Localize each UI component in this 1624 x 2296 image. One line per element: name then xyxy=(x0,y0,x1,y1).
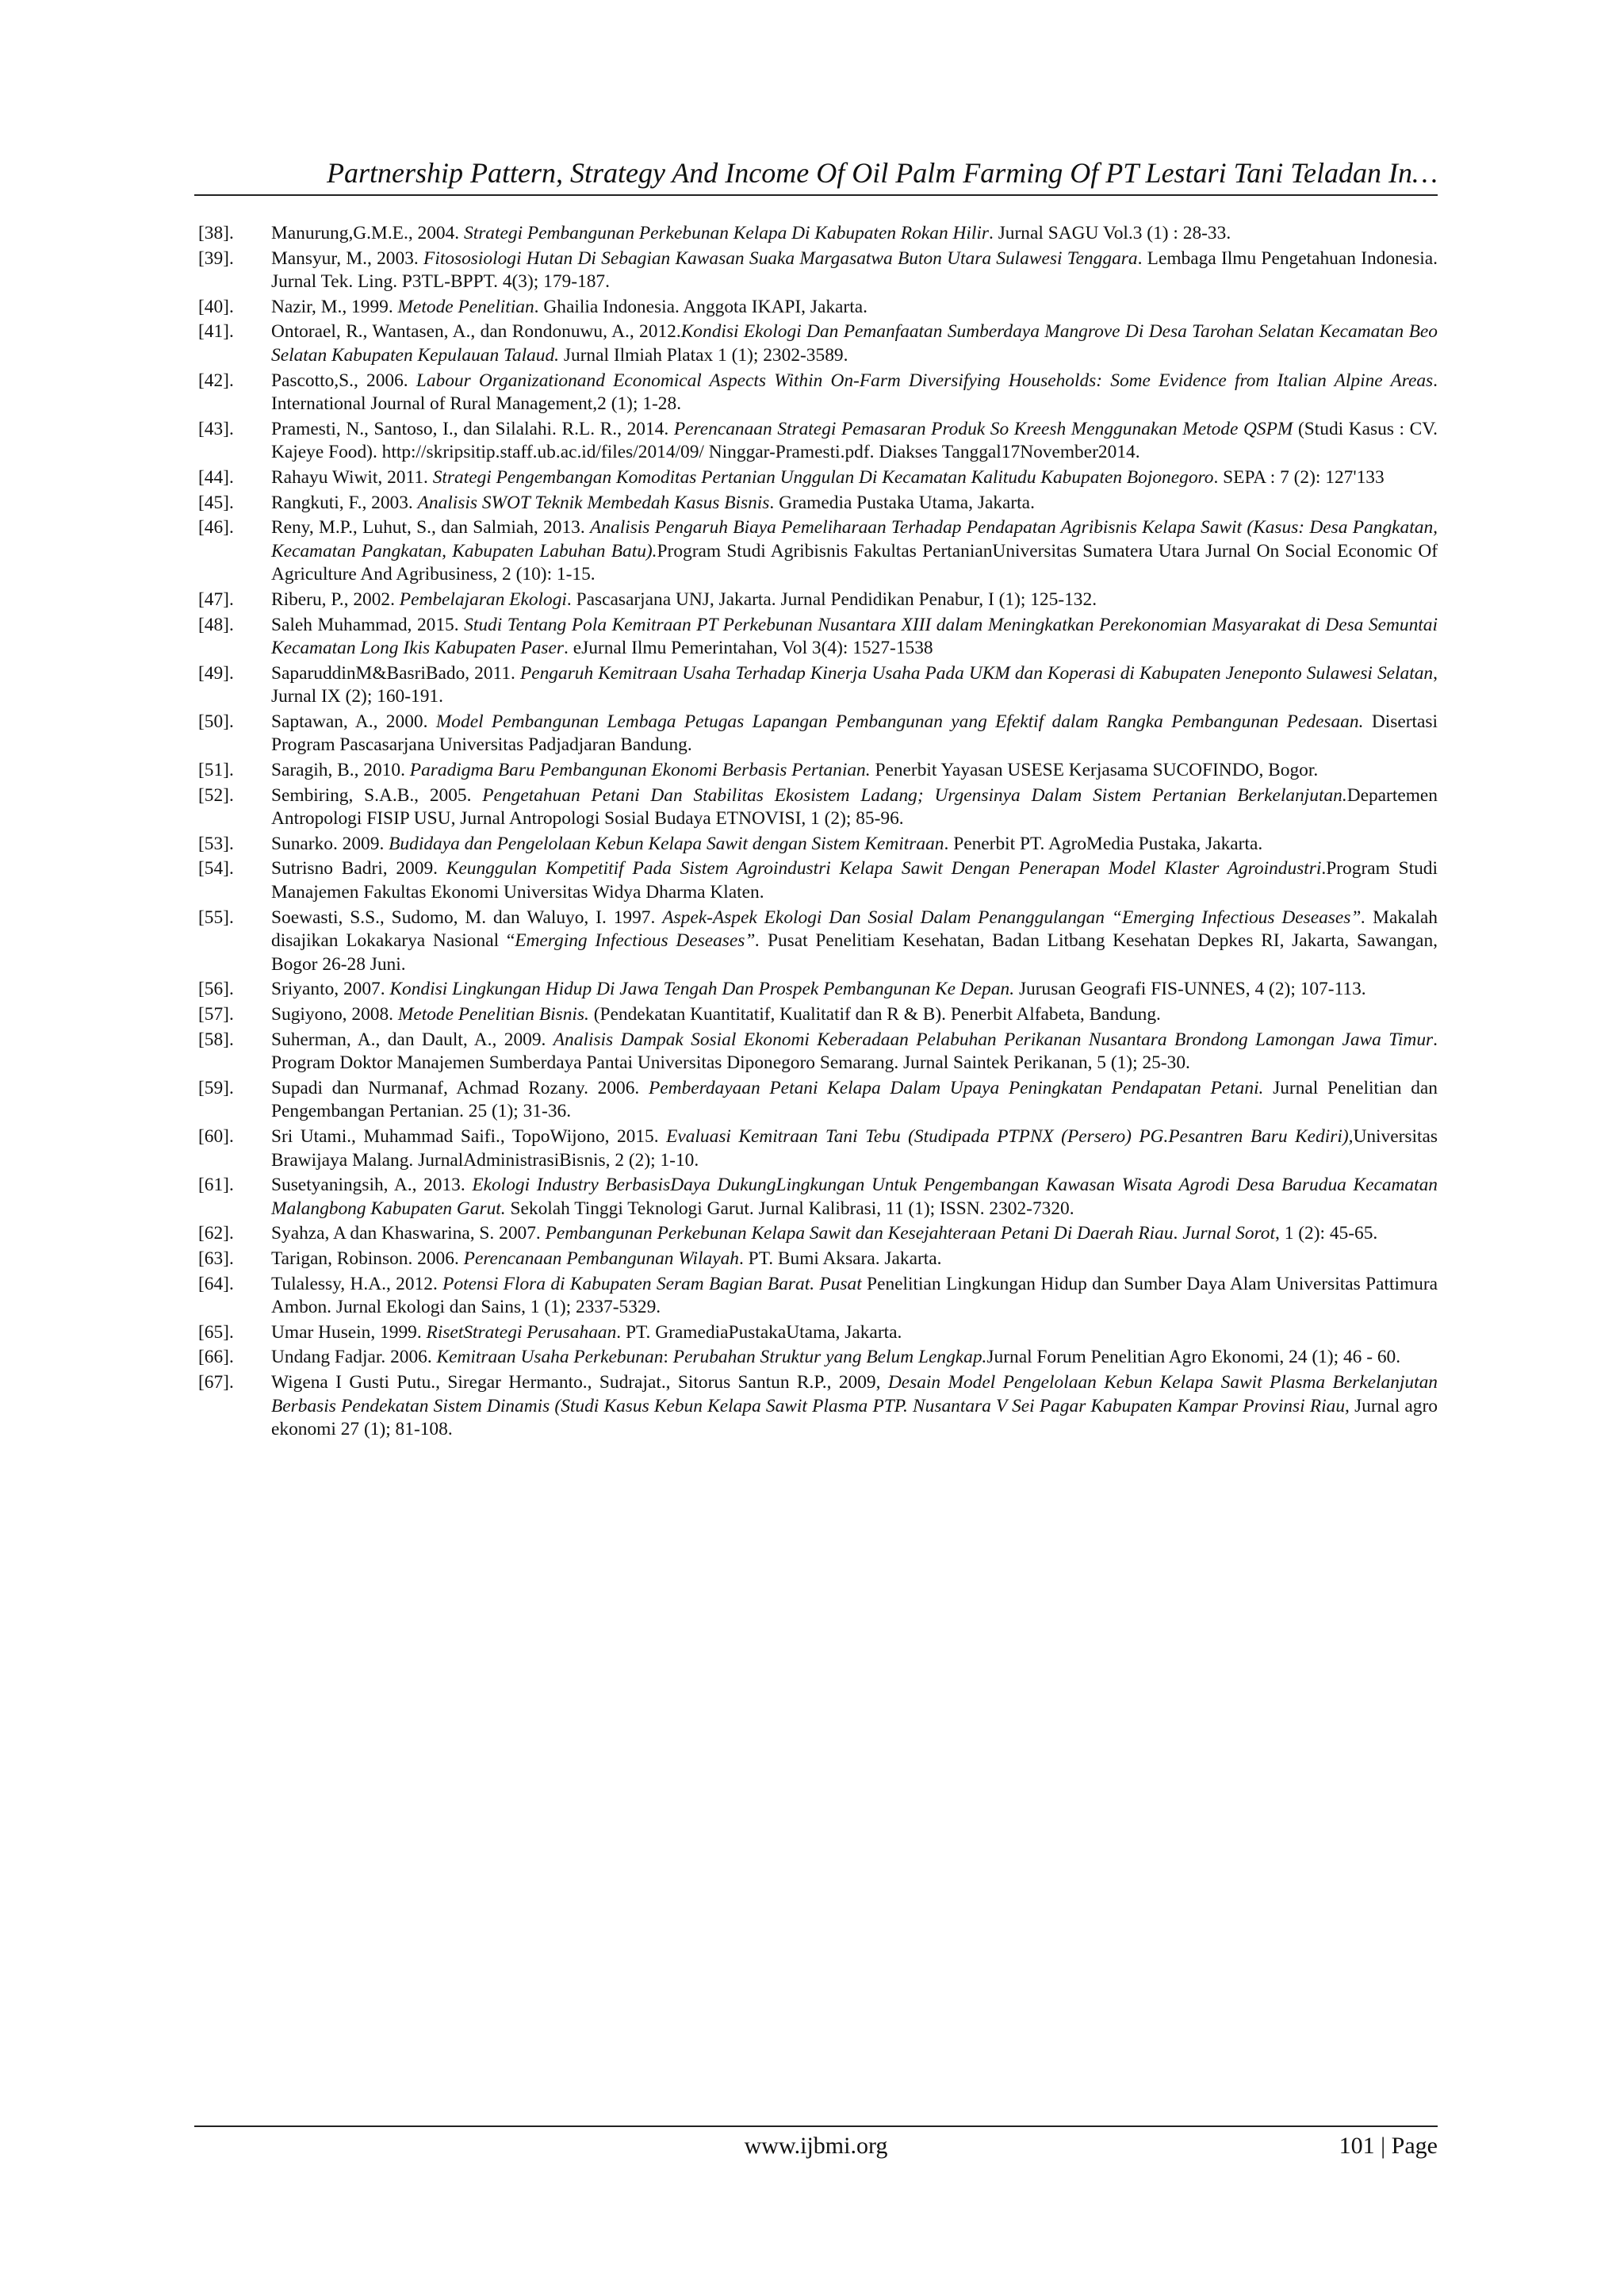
reference-detail: (Pendekatan Kuantitatif, Kualitatif dan R & B). Penerbit Alfabeta, Bandung. xyxy=(588,1004,1161,1025)
reference-detail: Nazir, M., 1999. xyxy=(271,296,398,317)
reference-item xyxy=(198,492,1438,516)
reference-detail: Sriyanto, 2007. xyxy=(271,979,390,1000)
reference-detail: . SEPA : 7 (2): 127'133 xyxy=(1213,466,1385,488)
reference-text xyxy=(271,907,1438,977)
reference-item xyxy=(198,370,1438,416)
reference-title: Jurnal Sorot xyxy=(1182,1223,1275,1244)
reference-detail: Sunarko. 2009. xyxy=(271,833,389,854)
reference-detail: . Pascasarjana UNJ, Jakarta. Jurnal Pendidikan Penabur, I (1); 125-132. xyxy=(566,588,1097,610)
reference-number: [46]. xyxy=(198,517,234,539)
reference-title: Pengetahuan Petani Dan Stabilitas Ekosistem Ladang; Urgensinya Dalam Sistem Pertanian Berkelanjutan. xyxy=(482,784,1347,806)
reference-item xyxy=(198,1248,1438,1271)
reference-item xyxy=(198,1222,1438,1246)
reference-title: Aspek-Aspek Ekologi Dan Sosial Dalam Penanggulangan “Emerging Infectious Deseases”. xyxy=(662,907,1366,928)
reference-detail: Susetyaningsih, A., 2013. xyxy=(271,1175,473,1196)
reference-number: [52]. xyxy=(198,784,234,806)
reference-title: Metode Penelitian xyxy=(397,296,534,317)
reference-title: Ekologi Industry BerbasisDaya DukungLingkungan Untuk Pengembangan Kawasan Wisata Agrodi Desa Barudua Kecamatan Malangbong Kabupaten Garut. xyxy=(271,1175,1438,1219)
reference-number: [39]. xyxy=(198,247,234,269)
reference-text xyxy=(271,320,1438,367)
reference-title: Kondisi Lingkungan Hidup Di Jawa Tengah Dan Prospek Pembangunan Ke Depan. xyxy=(389,979,1015,1000)
reference-item xyxy=(198,516,1438,587)
reference-detail: Jurnal agro ekonomi 27 (1); 81-108. xyxy=(271,1395,1438,1440)
reference-detail: SaparuddinM&BasriBado, 2011. xyxy=(271,662,520,684)
reference-detail: Sri Utami., Muhammad Saifi., TopoWijono, 2015. xyxy=(271,1125,667,1147)
reference-text xyxy=(271,1003,1438,1027)
reference-detail: . Lembaga Ilmu Pengetahuan Indonesia. Jurnal Tek. Ling. P3TL-BPPT. 4(3); 179-187. xyxy=(271,247,1438,293)
reference-detail: Makalah disajikan Lokakarya Nasional “ xyxy=(271,907,1438,952)
reference-detail: . Jurnal SAGU Vol.3 (1) : 28-33. xyxy=(989,223,1231,243)
reference-detail: Jurnal Forum Penelitian Agro Ekonomi, 24 (1); 46 - 60. xyxy=(986,1347,1401,1368)
reference-detail: .Program Studi Manajemen Fakultas Ekonomi Universitas Widya Dharma Klaten. xyxy=(271,858,1438,903)
reference-item xyxy=(198,1125,1438,1172)
reference-detail: . International Journal of Rural Management,2 (1); 1-28. xyxy=(271,370,1438,415)
reference-number: [53]. xyxy=(198,833,234,854)
reference-detail: : xyxy=(663,1347,673,1368)
reference-item xyxy=(198,1346,1438,1370)
reference-title: Budidaya dan Pengelolaan Kebun Kelapa Sawit dengan Sistem Kemitraan xyxy=(389,833,944,854)
reference-text xyxy=(271,1346,1438,1370)
reference-detail: Reny, M.P., Luhut, S., dan Salmiah, 2013. xyxy=(271,517,591,539)
reference-number: [60]. xyxy=(198,1125,234,1147)
reference-text xyxy=(271,1248,1438,1271)
reference-item xyxy=(198,466,1438,490)
reference-text xyxy=(271,759,1438,783)
reference-detail: Rahayu Wiwit, 2011. xyxy=(271,466,433,488)
reference-item xyxy=(198,759,1438,783)
reference-title: RisetStrategi Perusahaan xyxy=(426,1321,617,1343)
reference-detail: . xyxy=(1173,1223,1183,1244)
reference-detail: . eJurnal Ilmu Pemerintahan, Vol 3(4): 1527-1538 xyxy=(564,638,933,659)
reference-title: Keunggulan Kompetitif Pada Sistem Agroindustri Kelapa Sawit Dengan Penerapan Model Klaster Agroindustri xyxy=(446,858,1322,880)
reference-number: [47]. xyxy=(198,588,234,610)
reference-number: [57]. xyxy=(198,1004,234,1025)
reference-title: Metode Penelitian Bisnis. xyxy=(397,1004,589,1025)
reference-number: [62]. xyxy=(198,1223,234,1244)
reference-detail: Ontorael, R., Wantasen, A., dan Rondonuwu, A., 2012. xyxy=(271,321,681,343)
reference-detail: Jurnal Penelitian dan Pengembangan Pertanian. 25 (1); 31-36. xyxy=(271,1077,1438,1122)
reference-number: [56]. xyxy=(198,979,234,1000)
reference-text xyxy=(271,833,1438,857)
reference-title: Pemberdayaan Petani Kelapa Dalam Upaya Peningkatan Pendapatan Petani. xyxy=(648,1077,1264,1098)
reference-number: [50]. xyxy=(198,711,234,732)
reference-item xyxy=(198,296,1438,320)
reference-number: [48]. xyxy=(198,614,234,635)
footer-rule xyxy=(194,2125,1438,2127)
reference-detail: Supadi dan Nurmanaf, Achmad Rozany. 2006. xyxy=(271,1077,649,1098)
reference-detail: Tarigan, Robinson. 2006. xyxy=(271,1248,464,1269)
reference-detail: Manurung,G.M.E., 2004. xyxy=(271,223,464,243)
reference-title: Kemitraan Usaha Perkebunan xyxy=(436,1347,664,1368)
reference-text xyxy=(271,588,1438,612)
journal-website: www.ijbmi.org xyxy=(744,2133,888,2159)
reference-item xyxy=(198,614,1438,661)
reference-item xyxy=(198,978,1438,1002)
reference-item xyxy=(198,1003,1438,1027)
header-rule xyxy=(194,194,1438,196)
reference-detail: . PT. GramediaPustakaUtama, Jakarta. xyxy=(616,1321,902,1343)
reference-detail: Sugiyono, 2008. xyxy=(271,1004,398,1025)
reference-title: Analisis Pengaruh Biaya Pemeliharaan Terhadap Pendapatan Agribisnis Kelapa Sawit (Kasus: Desa Pangkatan, Kecamatan Pangkatan, Kabupaten Labuhan Batu). xyxy=(271,517,1438,562)
reference-number: [45]. xyxy=(198,492,234,513)
reference-text xyxy=(271,418,1438,465)
reference-title: Desain Model Pengelolaan Kebun Kelapa Sawit Plasma Berkelanjutan Berbasis Pendekatan Sistem Dinamis (Studi Kasus Kebun Kelapa Sawit Plasma PTP. Nusantara V Sei Pagar Kabupaten Kampar Provinsi Riau, xyxy=(271,1371,1438,1416)
reference-item xyxy=(198,222,1438,246)
reference-text xyxy=(271,857,1438,904)
reference-detail: Pascotto,S., 2006. xyxy=(271,370,416,391)
reference-title: Model Pembangunan Lembaga Petugas Lapangan Pembangunan yang Efektif dalam Rangka Pembangunan Pedesaan. xyxy=(435,711,1364,732)
reference-text xyxy=(271,247,1438,294)
reference-detail: Undang Fadjar. 2006. xyxy=(271,1347,437,1368)
reference-detail: Tulalessy, H.A., 2012. xyxy=(271,1273,443,1294)
reference-title: Perencanaan Strategi Pemasaran Produk So Kreesh Menggunakan Metode QSPM xyxy=(673,418,1293,439)
reference-text xyxy=(271,466,1438,490)
reference-item xyxy=(198,711,1438,757)
reference-text xyxy=(271,662,1438,709)
reference-title: Kondisi Ekologi Dan Pemanfaatan Sumberdaya Mangrove Di Desa Tarohan Selatan Kecamatan Beo Selatan Kabupaten Kepulauan Talaud. xyxy=(271,321,1438,366)
reference-text xyxy=(271,711,1438,757)
reference-number: [40]. xyxy=(198,296,234,317)
reference-item xyxy=(198,907,1438,977)
reference-detail: Sekolah Tinggi Teknologi Garut. Jurnal Kalibrasi, 11 (1); ISSN. 2302-7320. xyxy=(505,1198,1074,1219)
reference-number: [44]. xyxy=(198,466,234,488)
reference-detail: Mansyur, M., 2003. xyxy=(271,247,424,269)
reference-detail: Umar Husein, 1999. xyxy=(271,1321,427,1343)
reference-title: Labour Organizationand Economical Aspects Within On-Farm Diversifying Households: Some Evidence from Italian Alpine Areas xyxy=(416,370,1434,391)
reference-detail: , Jurnal IX (2); 160-191. xyxy=(271,662,1438,707)
reference-number: [51]. xyxy=(198,760,234,781)
reference-text xyxy=(271,978,1438,1002)
reference-text xyxy=(271,1273,1438,1320)
reference-item xyxy=(198,1029,1438,1075)
reference-number: [64]. xyxy=(198,1273,234,1294)
reference-detail: Disertasi Program Pascasarjana Universitas Padjadjaran Bandung. xyxy=(271,711,1438,756)
reference-item xyxy=(198,247,1438,294)
reference-detail: Universitas Brawijaya Malang. JurnalAdministrasiBisnis, 2 (2); 1-10. xyxy=(271,1125,1438,1171)
reference-title: Evaluasi Kemitraan Tani Tebu (Studipada PTPNX (Persero) PG.Pesantren Baru Kediri), xyxy=(666,1125,1354,1147)
reference-detail: Saleh Muhammad, 2015. xyxy=(271,614,465,635)
reference-item xyxy=(198,1273,1438,1320)
reference-item xyxy=(198,1174,1438,1221)
reference-text xyxy=(271,1077,1438,1124)
reference-detail: Riberu, P., 2002. xyxy=(271,588,400,610)
reference-number: [38]. xyxy=(198,223,234,243)
reference-number: [65]. xyxy=(198,1321,234,1343)
reference-item xyxy=(198,1077,1438,1124)
reference-item xyxy=(198,1321,1438,1345)
reference-item xyxy=(198,662,1438,709)
reference-detail: . Gramedia Pustaka Utama, Jakarta. xyxy=(769,492,1035,513)
reference-title: Pembangunan Perkebunan Kelapa Sawit dan Kesejahteraan Petani Di Daerah Riau xyxy=(545,1223,1174,1244)
reference-number: [54]. xyxy=(198,858,234,880)
reference-item xyxy=(198,588,1438,612)
reference-title: Paradigma Baru Pembangunan Ekonomi Berbasis Pertanian. xyxy=(409,760,871,781)
reference-detail: . Program Doktor Manajemen Sumberdaya Pantai Universitas Diponegoro Semarang. Jurnal Saintek Perikanan, 5 (1); 25-30. xyxy=(271,1029,1438,1074)
reference-detail: Pusat Penelitiam Kesehatan, Badan Litbang Kesehatan Depkes RI, Jakarta, Sawangan, Bogor 26-28 Juni. xyxy=(271,930,1438,975)
reference-detail: Sembiring, S.A.B., 2005. xyxy=(271,784,483,806)
reference-text xyxy=(271,1029,1438,1075)
reference-detail: Saragih, B., 2010. xyxy=(271,760,410,781)
reference-title: Pembelajaran Ekologi xyxy=(399,588,567,610)
reference-item xyxy=(198,784,1438,831)
reference-item xyxy=(198,418,1438,465)
reference-text xyxy=(271,1222,1438,1246)
reference-number: [41]. xyxy=(198,321,234,343)
reference-detail: Jurnal Ilmiah Platax 1 (1); 2302-3589. xyxy=(559,344,848,366)
reference-title: Analisis Dampak Sosial Ekonomi Keberadaan Pelabuhan Perikanan Nusantara Brondong Lamongan Jawa Timur xyxy=(553,1029,1434,1050)
reference-title: Fitososiologi Hutan Di Sebagian Kawasan Suaka Margasatwa Buton Utara Sulawesi Tenggara xyxy=(423,247,1138,269)
reference-text xyxy=(271,370,1438,416)
reference-text xyxy=(271,492,1438,516)
reference-title: Perencanaan Pembangunan Wilayah xyxy=(463,1248,739,1269)
reference-text xyxy=(271,784,1438,831)
reference-item xyxy=(198,857,1438,904)
page-number: 101 | Page xyxy=(1339,2133,1438,2159)
reference-detail: Program Studi Agribisnis Fakultas PertanianUniversitas Sumatera Utara Jurnal On Social Economic Of Agriculture And Agribusiness, 2 (10): 1-15. xyxy=(271,540,1438,585)
reference-number: [58]. xyxy=(198,1029,234,1050)
reference-detail: Jurusan Geografi FIS-UNNES, 4 (2); 107-113. xyxy=(1014,979,1366,1000)
reference-title: Perubahan Struktur yang Belum Lengkap. xyxy=(672,1347,987,1368)
reference-detail: Saptawan, A., 2000. xyxy=(271,711,436,732)
reference-detail: . PT. Bumi Aksara. Jakarta. xyxy=(738,1248,942,1269)
reference-title: Studi Tentang Pola Kemitraan PT Perkebunan Nusantara XIII dalam Meningkatkan Perekonomian Masyarakat di Desa Semuntai Kecamatan Long Ikis Kabupaten Paser xyxy=(271,614,1438,659)
reference-title: Emerging Infectious Deseases”. xyxy=(515,930,760,952)
reference-list xyxy=(198,222,1438,1443)
reference-detail: Sutrisno Badri, 2009. xyxy=(271,858,446,880)
reference-text xyxy=(271,1174,1438,1221)
reference-detail: Penelitian Lingkungan Hidup dan Sumber Daya Alam Universitas Pattimura Ambon. Jurnal Ekologi dan Sains, 1 (1); 2337-5329. xyxy=(271,1273,1438,1318)
reference-detail: Penerbit Yayasan USESE Kerjasama SUCOFINDO, Bogor. xyxy=(870,760,1319,781)
reference-title: Strategi Pengembangan Komoditas Pertanian Unggulan Di Kecamatan Kalitudu Kabupaten Bojonegoro xyxy=(432,466,1214,488)
reference-detail: Wigena I Gusti Putu., Siregar Hermanto., Sudrajat., Sitorus Santun R.P., 2009, xyxy=(271,1371,888,1393)
reference-number: [67]. xyxy=(198,1371,234,1393)
reference-number: [61]. xyxy=(198,1175,234,1196)
reference-title: Analisis SWOT Teknik Membedah Kasus Bisnis xyxy=(417,492,770,513)
reference-detail: Pramesti, N., Santoso, I., dan Silalahi. R.L. R., 2014. xyxy=(271,418,674,439)
reference-text xyxy=(271,1321,1438,1345)
reference-text xyxy=(271,222,1438,246)
reference-detail: . Penerbit PT. AgroMedia Pustaka, Jakarta. xyxy=(944,833,1263,854)
reference-detail: Departemen Antropologi FISIP USU, Jurnal Antropologi Sosial Budaya ETNOVISI, 1 (2); 85-96. xyxy=(271,784,1438,830)
reference-detail: Soewasti, S.S., Sudomo, M. dan Waluyo, I. 1997. xyxy=(271,907,663,928)
reference-detail: . Ghailia Indonesia. Anggota IKAPI, Jakarta. xyxy=(534,296,868,317)
reference-text xyxy=(271,296,1438,320)
reference-item xyxy=(198,833,1438,857)
reference-title: Potensi Flora di Kabupaten Seram Bagian Barat. Pusat xyxy=(442,1273,862,1294)
reference-number: [66]. xyxy=(198,1347,234,1368)
reference-text xyxy=(271,516,1438,587)
reference-detail: Syahza, A dan Khaswarina, S. 2007. xyxy=(271,1223,546,1244)
reference-title: Strategi Pembangunan Perkebunan Kelapa Di Kabupaten Rokan Hilir xyxy=(464,223,989,243)
reference-text xyxy=(271,1371,1438,1442)
reference-text xyxy=(271,1125,1438,1172)
reference-item xyxy=(198,320,1438,367)
reference-number: [43]. xyxy=(198,418,234,439)
reference-item xyxy=(198,1371,1438,1442)
reference-detail: , 1 (2): 45-65. xyxy=(1275,1223,1378,1244)
reference-title: Pengaruh Kemitraan Usaha Terhadap Kinerja Usaha Pada UKM dan Koperasi di Kabupaten Jeneponto Sulawesi Selatan xyxy=(519,662,1434,684)
reference-detail: (Studi Kasus : CV. Kajeye Food). http://skripsitip.staff.ub.ac.id/files/2014/09/ Ninggar-Pramesti.pdf. Diakses Tanggal17November2014. xyxy=(271,418,1438,463)
reference-text xyxy=(271,614,1438,661)
reference-number: [63]. xyxy=(198,1248,234,1269)
reference-number: [55]. xyxy=(198,907,234,928)
reference-number: [42]. xyxy=(198,370,234,391)
running-head: Partnership Pattern, Strategy And Income Of Oil Palm Farming Of PT Lestari Tani Teladan In… xyxy=(326,157,1438,189)
reference-number: [59]. xyxy=(198,1077,234,1098)
reference-detail: Suherman, A., dan Dault, A., 2009. xyxy=(271,1029,553,1050)
reference-number: [49]. xyxy=(198,662,234,684)
reference-detail: Rangkuti, F., 2003. xyxy=(271,492,418,513)
